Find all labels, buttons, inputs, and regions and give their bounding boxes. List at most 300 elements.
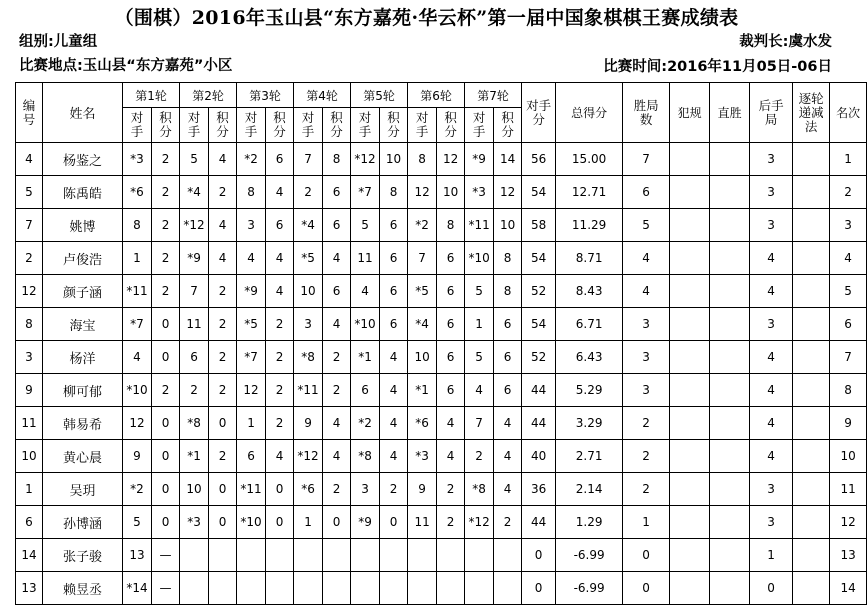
rank: 12 <box>830 506 867 539</box>
round-2-points: 0 <box>209 506 237 539</box>
second-hand: 4 <box>750 374 793 407</box>
rank: 6 <box>830 308 867 341</box>
round-1-points: 0 <box>152 308 180 341</box>
round-6-points: 6 <box>437 374 465 407</box>
round-2-opponent: 11 <box>180 308 209 341</box>
table-row <box>16 209 867 242</box>
opp-score: 54 <box>522 176 556 209</box>
round-6-points: 6 <box>437 341 465 374</box>
round-2-points <box>209 539 237 572</box>
round-4-opponent: *5 <box>294 242 323 275</box>
round-5-points: 6 <box>380 275 408 308</box>
rank: 3 <box>830 209 867 242</box>
round-5-opponent: *12 <box>351 143 380 176</box>
round-2-opponent: 6 <box>180 341 209 374</box>
match-time-label: 比赛时间:2016年11月05日-06日 <box>603 59 832 75</box>
total-score: 1.29 <box>556 506 623 539</box>
round-3-opponent: 3 <box>237 209 266 242</box>
round-5-opponent-header: 对手 <box>351 108 380 143</box>
wins: 4 <box>623 242 670 275</box>
round-3-points: 6 <box>266 143 294 176</box>
total-score: 2.14 <box>556 473 623 506</box>
round-6-points: 6 <box>437 242 465 275</box>
round-5-opponent <box>351 572 380 605</box>
round-1-points: 2 <box>152 374 180 407</box>
round-2-points <box>209 572 237 605</box>
round-7-opponent <box>465 539 494 572</box>
rank: 11 <box>830 473 867 506</box>
direct-win <box>710 374 750 407</box>
round-6-opponent: *5 <box>408 275 437 308</box>
rank: 4 <box>830 242 867 275</box>
round-2-points: 4 <box>209 242 237 275</box>
round-1-points: 0 <box>152 341 180 374</box>
round-4-points: 0 <box>323 506 351 539</box>
total-score: -6.99 <box>556 539 623 572</box>
col-total-header: 总得分 <box>556 83 623 143</box>
round-3-opponent: 12 <box>237 374 266 407</box>
round-6-points-header: 积分 <box>437 108 465 143</box>
wins: 3 <box>623 374 670 407</box>
second-hand: 4 <box>750 407 793 440</box>
round-2-points-header: 积分 <box>209 108 237 143</box>
rank: 7 <box>830 341 867 374</box>
player-number: 9 <box>16 374 43 407</box>
rank: 10 <box>830 440 867 473</box>
col-number-header: 编号 <box>16 83 43 143</box>
opp-score: 0 <box>522 539 556 572</box>
round-4-points: 4 <box>323 308 351 341</box>
round-7-opponent: 7 <box>465 407 494 440</box>
round-4-points: 6 <box>323 275 351 308</box>
table-row <box>16 572 867 605</box>
round-1-opponent: *3 <box>123 143 152 176</box>
round-5-points: 4 <box>380 374 408 407</box>
rank: 13 <box>830 539 867 572</box>
wins: 6 <box>623 176 670 209</box>
player-name: 吴玥 <box>43 473 123 506</box>
round-1-opponent: 9 <box>123 440 152 473</box>
round-3-opponent: *11 <box>237 473 266 506</box>
round-5-points <box>380 572 408 605</box>
round-6-points: 2 <box>437 506 465 539</box>
tiebreak <box>793 506 830 539</box>
round-2-header: 第2轮 <box>180 83 237 108</box>
round-1-opponent: 8 <box>123 209 152 242</box>
second-hand: 3 <box>750 176 793 209</box>
round-3-opponent-header: 对手 <box>237 108 266 143</box>
direct-win <box>710 143 750 176</box>
player-name: 赖昱丞 <box>43 572 123 605</box>
tiebreak <box>793 275 830 308</box>
round-7-points-header: 积分 <box>494 108 522 143</box>
round-1-points: 0 <box>152 506 180 539</box>
tiebreak <box>793 143 830 176</box>
fouls <box>670 341 710 374</box>
round-2-opponent: *8 <box>180 407 209 440</box>
opp-score: 56 <box>522 143 556 176</box>
round-1-opponent: 4 <box>123 341 152 374</box>
player-name: 孙博涵 <box>43 506 123 539</box>
results-table <box>15 82 867 605</box>
round-3-opponent: *9 <box>237 275 266 308</box>
round-6-points: 8 <box>437 209 465 242</box>
col-wins-header: 胜局数 <box>623 83 670 143</box>
wins: 0 <box>623 539 670 572</box>
round-7-points: 6 <box>494 341 522 374</box>
tiebreak <box>793 407 830 440</box>
player-number: 2 <box>16 242 43 275</box>
fouls <box>670 209 710 242</box>
player-number: 6 <box>16 506 43 539</box>
round-7-opponent-header: 对手 <box>465 108 494 143</box>
round-5-points: 6 <box>380 242 408 275</box>
total-score: 15.00 <box>556 143 623 176</box>
round-4-opponent: *8 <box>294 341 323 374</box>
opp-score: 54 <box>522 242 556 275</box>
page-title: （围棋）2016年玉山县“东方嘉苑·华云杯”第一届中国象棋棋王赛成绩表 <box>114 7 739 29</box>
direct-win <box>710 209 750 242</box>
round-4-opponent: 1 <box>294 506 323 539</box>
round-1-opponent: *14 <box>123 572 152 605</box>
player-name: 张子骏 <box>43 539 123 572</box>
round-7-points <box>494 572 522 605</box>
round-1-header: 第1轮 <box>123 83 180 108</box>
round-1-points: 2 <box>152 275 180 308</box>
round-6-opponent <box>408 539 437 572</box>
table-row <box>16 275 867 308</box>
header-row-rounds <box>16 83 867 108</box>
wins: 2 <box>623 407 670 440</box>
round-2-opponent: 7 <box>180 275 209 308</box>
round-6-opponent: *1 <box>408 374 437 407</box>
round-6-opponent: 7 <box>408 242 437 275</box>
round-3-points-header: 积分 <box>266 108 294 143</box>
round-3-points <box>266 539 294 572</box>
round-4-opponent: 3 <box>294 308 323 341</box>
round-2-points: 2 <box>209 275 237 308</box>
opp-score: 40 <box>522 440 556 473</box>
round-7-points: 10 <box>494 209 522 242</box>
second-hand: 3 <box>750 506 793 539</box>
round-3-opponent: 8 <box>237 176 266 209</box>
round-7-opponent: *3 <box>465 176 494 209</box>
round-2-opponent: 10 <box>180 473 209 506</box>
second-hand: 4 <box>750 341 793 374</box>
col-fouls-header: 犯规 <box>670 83 710 143</box>
round-7-points: 8 <box>494 275 522 308</box>
tiebreak <box>793 572 830 605</box>
round-6-opponent: *4 <box>408 308 437 341</box>
total-score: 6.43 <box>556 341 623 374</box>
second-hand: 3 <box>750 143 793 176</box>
round-7-points: 4 <box>494 473 522 506</box>
player-name: 陈禹皓 <box>43 176 123 209</box>
round-2-points: 0 <box>209 407 237 440</box>
round-7-opponent: *9 <box>465 143 494 176</box>
round-4-points: 2 <box>323 374 351 407</box>
round-2-opponent: *9 <box>180 242 209 275</box>
round-7-opponent <box>465 572 494 605</box>
total-score: 8.43 <box>556 275 623 308</box>
table-row <box>16 539 867 572</box>
round-5-header: 第5轮 <box>351 83 408 108</box>
fouls <box>670 506 710 539</box>
table-row <box>16 143 867 176</box>
wins: 3 <box>623 341 670 374</box>
player-number: 3 <box>16 341 43 374</box>
round-5-opponent: 4 <box>351 275 380 308</box>
round-3-header: 第3轮 <box>237 83 294 108</box>
round-3-opponent: *7 <box>237 341 266 374</box>
table-row <box>16 242 867 275</box>
round-5-opponent: *7 <box>351 176 380 209</box>
opp-score: 58 <box>522 209 556 242</box>
col-name-header: 姓名 <box>43 83 123 143</box>
round-3-points <box>266 572 294 605</box>
round-3-opponent: *2 <box>237 143 266 176</box>
round-1-opponent: *6 <box>123 176 152 209</box>
round-5-opponent: 11 <box>351 242 380 275</box>
direct-win <box>710 506 750 539</box>
tiebreak <box>793 209 830 242</box>
direct-win <box>710 242 750 275</box>
round-7-opponent: *11 <box>465 209 494 242</box>
round-5-points-header: 积分 <box>380 108 408 143</box>
player-number: 13 <box>16 572 43 605</box>
round-6-points: 4 <box>437 440 465 473</box>
player-name: 杨鉴之 <box>43 143 123 176</box>
total-score: 6.71 <box>556 308 623 341</box>
rank: 5 <box>830 275 867 308</box>
round-5-opponent: *8 <box>351 440 380 473</box>
round-2-opponent: *3 <box>180 506 209 539</box>
round-1-opponent: *11 <box>123 275 152 308</box>
round-2-opponent: *12 <box>180 209 209 242</box>
round-7-points: 6 <box>494 374 522 407</box>
total-score: 2.71 <box>556 440 623 473</box>
round-5-points: 8 <box>380 176 408 209</box>
round-7-opponent: 5 <box>465 275 494 308</box>
player-number: 4 <box>16 143 43 176</box>
round-1-opponent: 5 <box>123 506 152 539</box>
round-6-opponent: 11 <box>408 506 437 539</box>
round-7-header: 第7轮 <box>465 83 522 108</box>
opp-score: 44 <box>522 506 556 539</box>
round-4-header: 第4轮 <box>294 83 351 108</box>
round-6-opponent: 9 <box>408 473 437 506</box>
round-1-points: 0 <box>152 407 180 440</box>
round-6-opponent: *3 <box>408 440 437 473</box>
player-number: 12 <box>16 275 43 308</box>
direct-win <box>710 407 750 440</box>
wins: 1 <box>623 506 670 539</box>
direct-win <box>710 440 750 473</box>
round-4-points-header: 积分 <box>323 108 351 143</box>
round-6-opponent: *2 <box>408 209 437 242</box>
round-7-points: 4 <box>494 407 522 440</box>
round-7-points: 4 <box>494 440 522 473</box>
round-6-opponent: 10 <box>408 341 437 374</box>
round-4-points: 6 <box>323 176 351 209</box>
round-4-points: 8 <box>323 143 351 176</box>
round-4-opponent: *11 <box>294 374 323 407</box>
round-5-points: 6 <box>380 209 408 242</box>
second-hand: 0 <box>750 572 793 605</box>
round-2-opponent <box>180 572 209 605</box>
second-hand: 3 <box>750 209 793 242</box>
round-5-opponent: *9 <box>351 506 380 539</box>
round-4-opponent: 10 <box>294 275 323 308</box>
round-2-points: 2 <box>209 308 237 341</box>
rank: 1 <box>830 143 867 176</box>
table-row <box>16 473 867 506</box>
round-6-opponent <box>408 572 437 605</box>
round-4-points <box>323 539 351 572</box>
round-1-points-header: 积分 <box>152 108 180 143</box>
round-6-opponent: *6 <box>408 407 437 440</box>
fouls <box>670 308 710 341</box>
round-7-opponent: 4 <box>465 374 494 407</box>
round-4-opponent: 9 <box>294 407 323 440</box>
direct-win <box>710 473 750 506</box>
round-6-points: 10 <box>437 176 465 209</box>
wins: 7 <box>623 143 670 176</box>
round-6-points: 6 <box>437 275 465 308</box>
player-number: 1 <box>16 473 43 506</box>
wins: 3 <box>623 308 670 341</box>
rank: 2 <box>830 176 867 209</box>
round-5-opponent: *1 <box>351 341 380 374</box>
direct-win <box>710 176 750 209</box>
fouls <box>670 407 710 440</box>
round-5-points: 0 <box>380 506 408 539</box>
round-4-opponent <box>294 539 323 572</box>
round-4-points: 6 <box>323 209 351 242</box>
fouls <box>670 374 710 407</box>
round-6-header: 第6轮 <box>408 83 465 108</box>
fouls <box>670 275 710 308</box>
round-1-points: 2 <box>152 209 180 242</box>
round-5-points: 4 <box>380 407 408 440</box>
round-7-points: 2 <box>494 506 522 539</box>
total-score: 8.71 <box>556 242 623 275</box>
col-rank-header: 名次 <box>830 83 867 143</box>
player-name: 卢俊浩 <box>43 242 123 275</box>
round-1-opponent: *10 <box>123 374 152 407</box>
opp-score: 0 <box>522 572 556 605</box>
round-5-points: 2 <box>380 473 408 506</box>
player-name: 柳可郁 <box>43 374 123 407</box>
round-4-points: 4 <box>323 407 351 440</box>
round-3-opponent: 1 <box>237 407 266 440</box>
round-1-opponent: *2 <box>123 473 152 506</box>
fouls <box>670 572 710 605</box>
rank: 9 <box>830 407 867 440</box>
round-5-opponent: *2 <box>351 407 380 440</box>
tiebreak <box>793 341 830 374</box>
col-tiebreak-header: 逐轮递减法 <box>793 83 830 143</box>
rank: 14 <box>830 572 867 605</box>
round-7-opponent: 1 <box>465 308 494 341</box>
round-4-opponent: *6 <box>294 473 323 506</box>
round-2-points: 4 <box>209 143 237 176</box>
round-6-points: 12 <box>437 143 465 176</box>
col-second-hand-header: 后手局 <box>750 83 793 143</box>
round-1-opponent: 1 <box>123 242 152 275</box>
table-row <box>16 341 867 374</box>
round-5-points: 6 <box>380 308 408 341</box>
round-3-opponent <box>237 572 266 605</box>
second-hand: 3 <box>750 473 793 506</box>
tiebreak <box>793 539 830 572</box>
fouls <box>670 143 710 176</box>
round-7-points: 6 <box>494 308 522 341</box>
referee-label: 裁判长:虞水发 <box>739 34 832 50</box>
round-1-opponent-header: 对手 <box>123 108 152 143</box>
wins: 2 <box>623 473 670 506</box>
round-4-points: 2 <box>323 341 351 374</box>
round-4-opponent: 2 <box>294 176 323 209</box>
player-name: 韩易希 <box>43 407 123 440</box>
col-opp-score-header: 对手分 <box>522 83 556 143</box>
round-6-points <box>437 539 465 572</box>
round-4-opponent: 7 <box>294 143 323 176</box>
round-2-points: 2 <box>209 341 237 374</box>
tiebreak <box>793 242 830 275</box>
round-5-opponent: 5 <box>351 209 380 242</box>
round-6-points: 4 <box>437 407 465 440</box>
round-2-points: 4 <box>209 209 237 242</box>
round-7-opponent: *12 <box>465 506 494 539</box>
player-number: 10 <box>16 440 43 473</box>
round-4-points: 4 <box>323 242 351 275</box>
round-1-opponent: *7 <box>123 308 152 341</box>
total-score: 11.29 <box>556 209 623 242</box>
round-1-opponent: 13 <box>123 539 152 572</box>
table-row <box>16 374 867 407</box>
fouls <box>670 539 710 572</box>
round-7-opponent: *8 <box>465 473 494 506</box>
round-4-opponent <box>294 572 323 605</box>
round-3-opponent: 4 <box>237 242 266 275</box>
round-2-opponent: 5 <box>180 143 209 176</box>
round-1-points: — <box>152 539 180 572</box>
col-direct-win-header: 直胜 <box>710 83 750 143</box>
round-3-opponent: 6 <box>237 440 266 473</box>
round-6-opponent: 8 <box>408 143 437 176</box>
wins: 2 <box>623 440 670 473</box>
round-4-points: 4 <box>323 440 351 473</box>
table-row <box>16 407 867 440</box>
round-1-points: 0 <box>152 473 180 506</box>
round-7-points <box>494 539 522 572</box>
round-3-points: 4 <box>266 242 294 275</box>
player-number: 8 <box>16 308 43 341</box>
direct-win <box>710 341 750 374</box>
player-name: 海宝 <box>43 308 123 341</box>
direct-win <box>710 308 750 341</box>
round-2-points: 0 <box>209 473 237 506</box>
round-5-points: 10 <box>380 143 408 176</box>
round-4-points: 2 <box>323 473 351 506</box>
table-row <box>16 176 867 209</box>
rank: 8 <box>830 374 867 407</box>
venue-label: 比赛地点:玉山县“东方嘉苑”小区 <box>19 58 233 74</box>
round-4-opponent: *12 <box>294 440 323 473</box>
round-6-points <box>437 572 465 605</box>
round-1-points: 2 <box>152 242 180 275</box>
